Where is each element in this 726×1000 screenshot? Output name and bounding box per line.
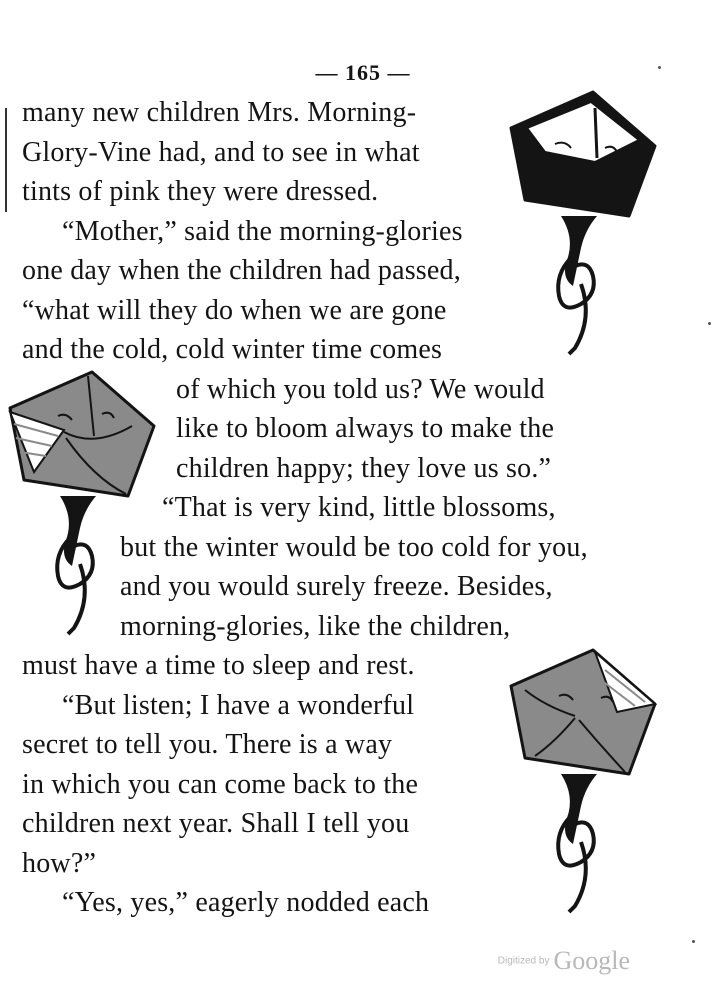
text-line: and you would surely freeze. Besides, [120, 571, 553, 602]
text-line: of which you told us? We would [176, 374, 545, 405]
scan-speck [658, 66, 661, 69]
text-line: one day when the children had passed, [22, 255, 461, 286]
text-line: but the winter would be too cold for you, [120, 532, 588, 563]
text-line: “Yes, yes,” eagerly nodded each [62, 887, 430, 918]
digitized-watermark [498, 946, 630, 976]
watermark-brand-text: Google [553, 946, 630, 975]
text-line: children next year. Shall I tell you [22, 808, 410, 839]
text-line: children happy; they love us so.” [176, 453, 552, 484]
scan-speck [692, 940, 695, 943]
page-number: — 165 — [315, 60, 411, 85]
text-line: “But listen; I have a wonderful [62, 690, 415, 721]
scan-speck [708, 322, 711, 325]
margin-rule [5, 108, 7, 212]
text-line: in which you can come back to the [22, 769, 419, 800]
morning-glory-flower-icon [505, 646, 665, 918]
text-line: must have a time to sleep and rest. [22, 650, 415, 681]
text-line: tints of pink they were dressed. [22, 176, 379, 207]
text-line: “what will they do when we are gone [22, 295, 447, 326]
text-line: morning-glories, like the children, [120, 611, 511, 642]
text-line: many new children Mrs. Morning- [22, 97, 417, 128]
text-line: like to bloom always to make the [176, 413, 555, 444]
text-line: Glory-Vine had, and to see in what [22, 137, 420, 168]
morning-glory-flower-icon [4, 368, 164, 640]
morning-glory-flower-icon [505, 88, 665, 360]
text-line: “That is very kind, little blossoms, [162, 492, 556, 523]
text-line: “Mother,” said the morning-glories [62, 216, 463, 247]
watermark-digitized-text: Digitized by [497, 955, 550, 967]
text-line: secret to tell you. There is a way [22, 729, 393, 760]
text-line: how?” [22, 848, 97, 879]
text-line: and the cold, cold winter time comes [22, 334, 443, 365]
